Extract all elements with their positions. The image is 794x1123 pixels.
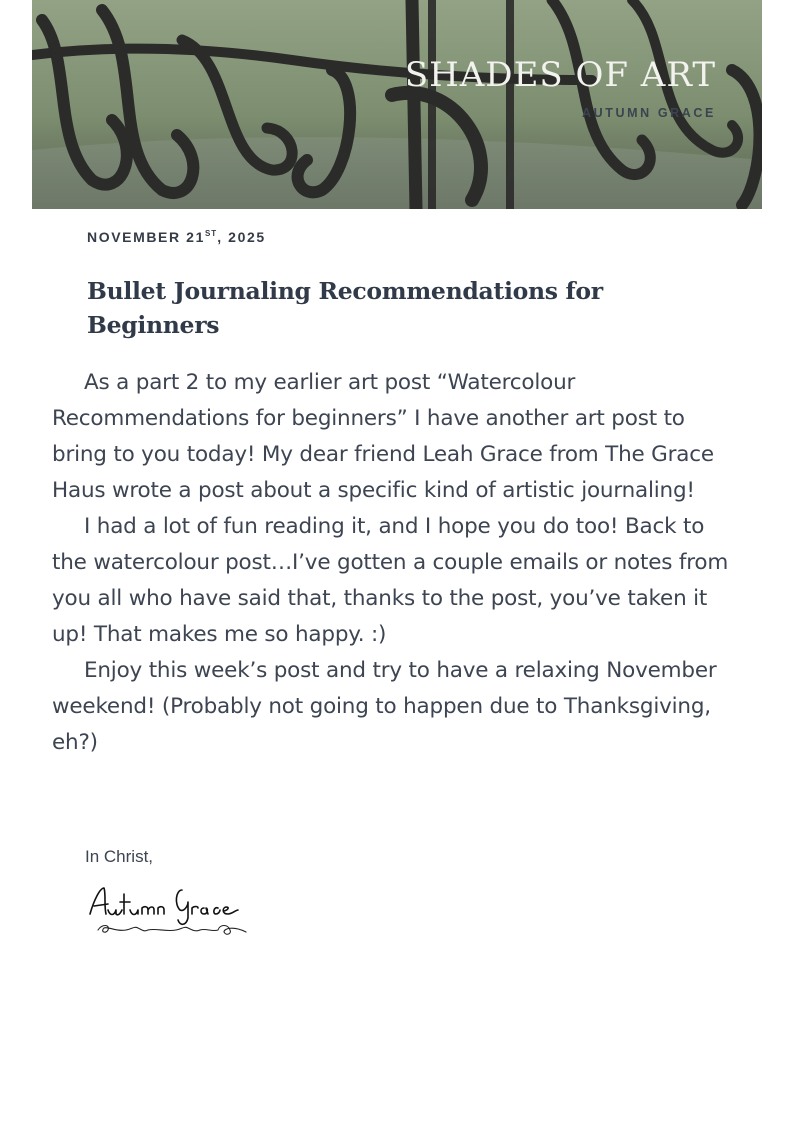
header-banner [32,0,762,209]
date-main: NOVEMBER 21 [87,229,205,245]
paragraph: I had a lot of fun reading it, and I hope you do too! Back to the watercolour post…I’ve gotten a couple emails or notes from you all who have said that, thanks to the post, you’ve taken it up! That makes me so happy. :) [52,514,729,647]
post-body [52,365,732,761]
post-title: Bullet Journaling Recommendations for Beginners [87,277,603,339]
author-name: AUTUMN GRACE [582,106,716,120]
post-date [87,229,266,245]
paragraph: Enjoy this week’s post and try to have a relaxing November weekend! (Probably not going to happen due to Thanksgiving, eh?) [52,658,717,755]
date-suffix: ST [204,229,218,238]
handwritten-signature [86,880,256,942]
date-year: , 2025 [217,229,266,245]
blog-title: SHADES OF ART [404,55,716,95]
paragraph: As a part 2 to my earlier art post “Watercolour Recommendations for beginners” I have another art post to bring to you today! My dear friend Leah Grace from The Grace Haus wrote a post about a specific kind of artistic journaling! [52,370,714,503]
wrought-iron-fence-photo [32,0,762,209]
sign-off: In Christ, [85,847,154,866]
